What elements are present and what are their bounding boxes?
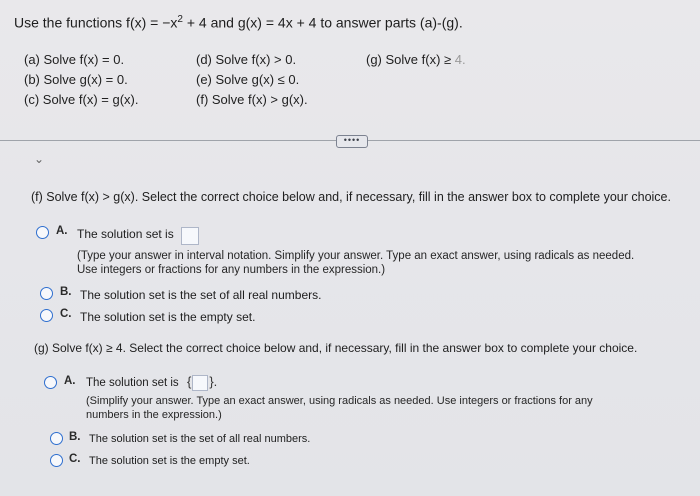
part-d[interactable]: (d) Solve f(x) > 0. <box>196 52 297 67</box>
part-f[interactable]: (f) Solve f(x) > g(x). <box>196 92 308 107</box>
part-g-choice-b-letter: B. <box>69 431 81 443</box>
part-g-radio-c[interactable] <box>50 454 63 467</box>
brace-close: }. <box>209 374 218 389</box>
parts-column-2 <box>196 50 308 110</box>
part-g[interactable] <box>366 50 466 70</box>
part-g-answer-set <box>187 374 217 391</box>
part-f-choice-b-text: The solution set is the set of all real numbers. <box>80 288 322 302</box>
question-header <box>14 14 463 31</box>
part-g-choice-a-text: The solution set is <box>86 377 179 389</box>
part-a[interactable]: (a) Solve f(x) = 0. <box>24 52 125 67</box>
part-g-choice-c-letter: C. <box>69 453 81 465</box>
part-b[interactable]: (b) Solve g(x) = 0. <box>24 72 128 87</box>
part-g-choice-b-text: The solution set is the set of all real numbers. <box>89 433 311 445</box>
part-g-prompt: (g) Solve f(x) ≥ 4. Select the correct choice below and, if necessary, fill in the answer box to complete your choice. <box>34 341 638 355</box>
part-f-hint-line-2: Use integers or fractions for any numbers in the expression.) <box>77 264 386 276</box>
part-g-faded: 4. <box>454 52 466 67</box>
part-g-radio-b[interactable] <box>50 432 63 445</box>
part-g-choice-a-letter: A. <box>64 375 76 387</box>
part-f-choice-c-text: The solution set is the empty set. <box>80 310 256 324</box>
header-suffix: + 4 and g(x) = 4x + 4 to answer parts (a)-(g). <box>182 14 463 31</box>
part-g-hint-line-1: (Simplify your answer. Type an exact answer, using radicals as needed. Use integers or fractions for any <box>86 395 593 407</box>
collapse-chevron-icon: ⌄ <box>34 152 45 166</box>
part-f-radio-c[interactable] <box>40 309 53 322</box>
part-f-radio-b[interactable] <box>40 287 53 300</box>
parts-list <box>0 50 700 120</box>
part-f-radio-a[interactable] <box>36 226 49 239</box>
part-f-answer-box[interactable] <box>181 227 199 245</box>
part-g-answer-box[interactable] <box>192 375 208 391</box>
header-exponent: 2 <box>177 14 183 25</box>
parts-column-3 <box>366 50 466 70</box>
expand-more-button[interactable]: •••• <box>336 135 368 148</box>
brace-open: { <box>187 374 192 389</box>
part-f-choice-a-text: The solution set is <box>77 227 174 241</box>
header-prefix: Use the functions f(x) = −x <box>14 14 178 31</box>
part-f-prompt: (f) Solve f(x) > g(x). Select the correct choice below and, if necessary, fill in the answer box to complete your choice. <box>31 190 671 204</box>
part-f-hint-line-1: (Type your answer in interval notation. Simplify your answer. Type an exact answer, using radicals as needed. <box>77 250 635 262</box>
part-g-choice-c-text: The solution set is the empty set. <box>89 455 250 467</box>
part-f-choice-a-letter: A. <box>56 225 68 237</box>
part-g-hint-line-2: numbers in the expression.) <box>86 409 222 421</box>
part-c[interactable]: (c) Solve f(x) = g(x). <box>24 92 139 107</box>
part-e[interactable]: (e) Solve g(x) ≤ 0. <box>196 72 300 87</box>
part-g-radio-a[interactable] <box>44 376 57 389</box>
part-g-label: (g) Solve f(x) ≥ <box>366 52 452 67</box>
part-f-choice-c-letter: C. <box>60 308 72 320</box>
parts-column-1 <box>24 50 139 110</box>
part-f-choice-b-letter: B. <box>60 286 72 298</box>
